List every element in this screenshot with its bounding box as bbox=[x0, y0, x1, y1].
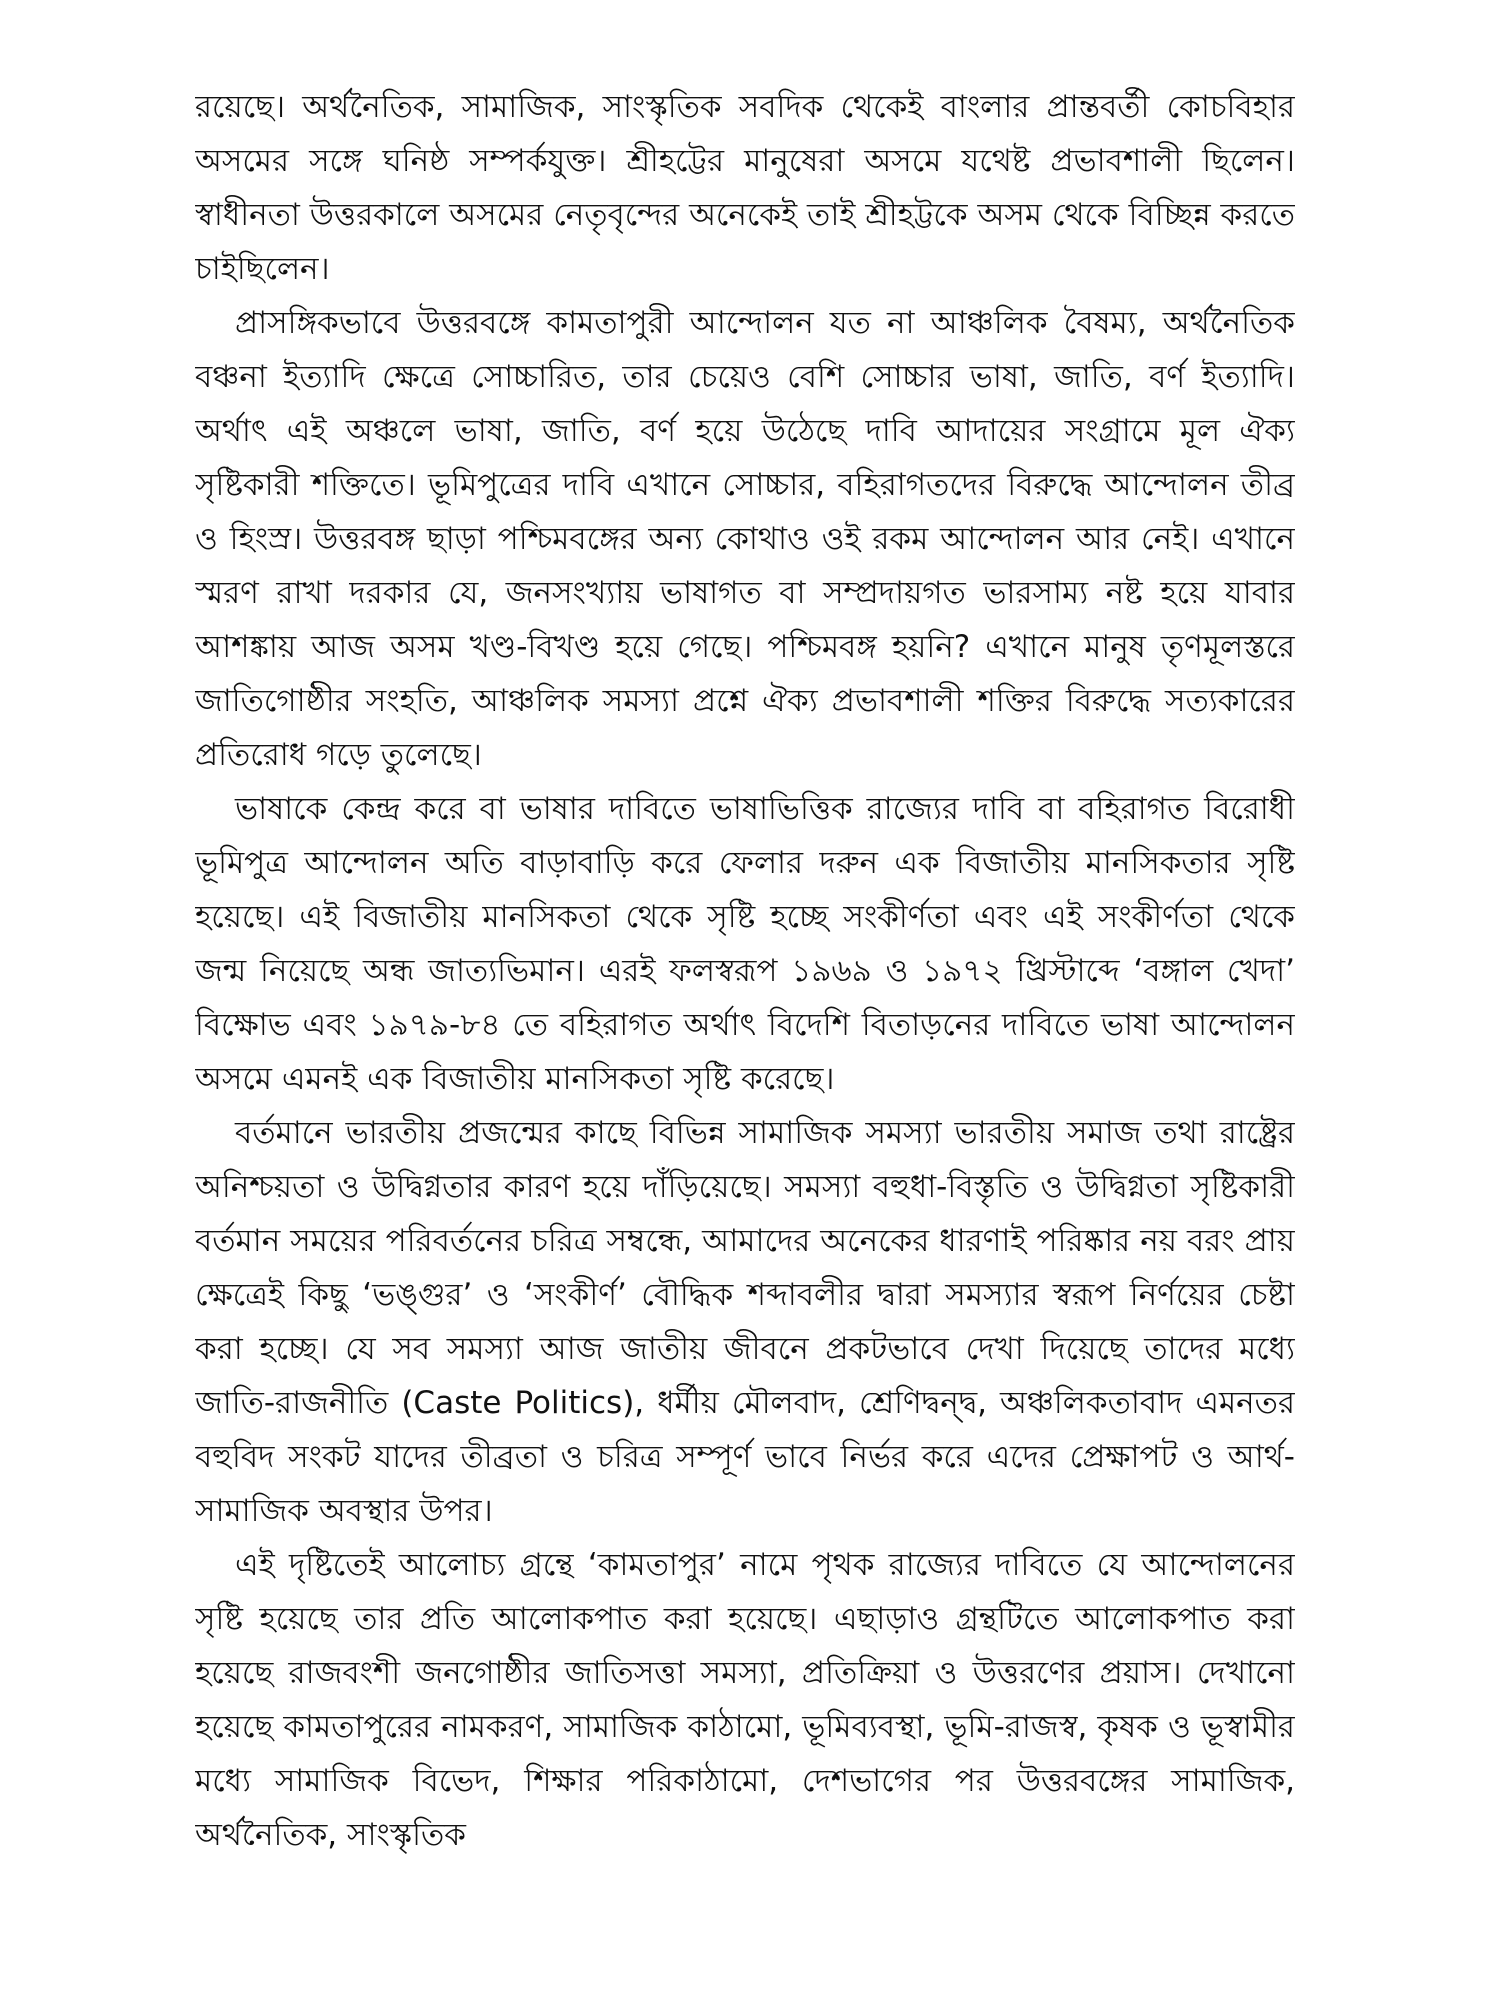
document-page bbox=[195, 80, 1295, 1940]
paragraph-2: প্রাসঙ্গিকভাবে উত্তরবঙ্গে কামতাপুরী আন্দোলন যত না আঞ্চলিক বৈষম্য, অর্থনৈতিক বঞ্চনা ইত্যাদি ক্ষেত্রে সোচ্চারিত, তার চেয়েও বেশি সোচ্চার ভাষা, জাতি, বর্ণ ইত্যাদি। অর্থাৎ এই অঞ্চলে ভাষা, জাতি, বর্ণ হয়ে উঠেছে দাবি আদায়ের সংগ্রামে মূল ঐক্য সৃষ্টিকারী শক্তিতে। ভূমিপুত্রের দাবি এখানে সোচ্চার, বহিরাগতদের বিরুদ্ধে আন্দোলন তীব্র ও হিংস্র। উত্তরবঙ্গ ছাড়া পশ্চিমবঙ্গের অন্য কোথাও ওই রকম আন্দোলন আর নেই। এখানে স্মরণ রাখা দরকার যে, জনসংখ্যায় ভাষাগত বা সম্প্রদায়গত ভারসাম্য নষ্ট হয়ে যাবার আশঙ্কায় আজ অসম খণ্ড-বিখণ্ড হয়ে গেছে। পশ্চিমবঙ্গ হয়নি? এখানে মানুষ তৃণমূলস্তরে জাতিগোষ্ঠীর সংহতি, আঞ্চলিক সমস্যা প্রশ্নে ঐক্য প্রভাবশালী শক্তির বিরুদ্ধে সত্যকারের প্রতিরোধ গড়ে তুলেছে। bbox=[195, 305, 1295, 773]
paragraph-3: ভাষাকে কেন্দ্র করে বা ভাষার দাবিতে ভাষাভিত্তিক রাজ্যের দাবি বা বহিরাগত বিরোধী ভূমিপুত্র আন্দোলন অতি বাড়াবাড়ি করে ফেলার দরুন এক বিজাতীয় মানসিকতার সৃষ্টি হয়েছে। এই বিজাতীয় মানসিকতা থেকে সৃষ্টি হচ্ছে সংকীর্ণতা এবং এই সংকীর্ণতা থেকে জন্ম নিয়েছে অন্ধ জাত্যভিমান। এরই ফলস্বরূপ ১৯৬৯ ও ১৯৭২ খ্রিস্টাব্দে ‘বঙ্গাল খেদা’ বিক্ষোভ এবং ১৯৭৯-৮৪ তে বহিরাগত অর্থাৎ বিদেশি বিতাড়নের দাবিতে ভাষা আন্দোলন অসমে এমনই এক বিজাতীয় মানসিকতা সৃষ্টি করেছে। bbox=[195, 791, 1295, 1097]
paragraph-1: রয়েছে। অর্থনৈতিক, সামাজিক, সাংস্কৃতিক সবদিক থেকেই বাংলার প্রান্তবর্তী কোচবিহার অসমের সঙ্গে ঘনিষ্ঠ সম্পর্কযুক্ত। শ্রীহট্টের মানুষেরা অসমে যথেষ্ট প্রভাবশালী ছিলেন। স্বাধীনতা উত্তরকালে অসমের নেতৃবৃন্দের অনেকেই তাই শ্রীহট্টকে অসম থেকে বিচ্ছিন্ন করতে চাইছিলেন। bbox=[195, 89, 1295, 287]
paragraph-5: এই দৃষ্টিতেই আলোচ্য গ্রন্থে ‘কামতাপুর’ নামে পৃথক রাজ্যের দাবিতে যে আন্দোলনের সৃষ্টি হয়েছে তার প্রতি আলোকপাত করা হয়েছে। এছাড়াও গ্রন্থটিতে আলোকপাত করা হয়েছে রাজবংশী জনগোষ্ঠীর জাতিসত্তা সমস্যা, প্রতিক্রিয়া ও উত্তরণের প্রয়াস। দেখানো হয়েছে কামতাপুরের নামকরণ, সামাজিক কাঠামো, ভূমিব্যবস্থা, ভূমি-রাজস্ব, কৃষক ও ভূস্বামীর মধ্যে সামাজিক বিভেদ, শিক্ষার পরিকাঠামো, দেশভাগের পর উত্তরবঙ্গের সামাজিক, অর্থনৈতিক, সাংস্কৃতিক bbox=[195, 1547, 1295, 1853]
paragraph-4: বর্তমানে ভারতীয় প্রজন্মের কাছে বিভিন্ন সামাজিক সমস্যা ভারতীয় সমাজ তথা রাষ্ট্রের অনিশ্চয়তা ও উদ্বিগ্নতার কারণ হয়ে দাঁড়িয়েছে। সমস্যা বহুধা-বিস্তৃতি ও উদ্বিগ্নতা সৃষ্টিকারী বর্তমান সময়ের পরিবর্তনের চরিত্র সম্বন্ধে, আমাদের অনেকের ধারণাই পরিষ্কার নয় বরং প্রায় ক্ষেত্রেই কিছু ‘ভঙ্গুর’ ও ‘সংকীর্ণ’ বৌদ্ধিক শব্দাবলীর দ্বারা সমস্যার স্বরূপ নির্ণয়ের চেষ্টা করা হচ্ছে। যে সব সমস্যা আজ জাতীয় জীবনে প্রকটভাবে দেখা দিয়েছে তাদের মধ্যে জাতি-রাজনীতি (Caste Politics), ধর্মীয় মৌলবাদ, শ্রেণিদ্বন্দ্ব, অঞ্চলিকতাবাদ এমনতর বহুবিদ সংকট যাদের তীব্রতা ও চরিত্র সম্পূর্ণ ভাবে নির্ভর করে এদের প্রেক্ষাপট ও আর্থ-সামাজিক অবস্থার উপর। bbox=[195, 1115, 1295, 1529]
